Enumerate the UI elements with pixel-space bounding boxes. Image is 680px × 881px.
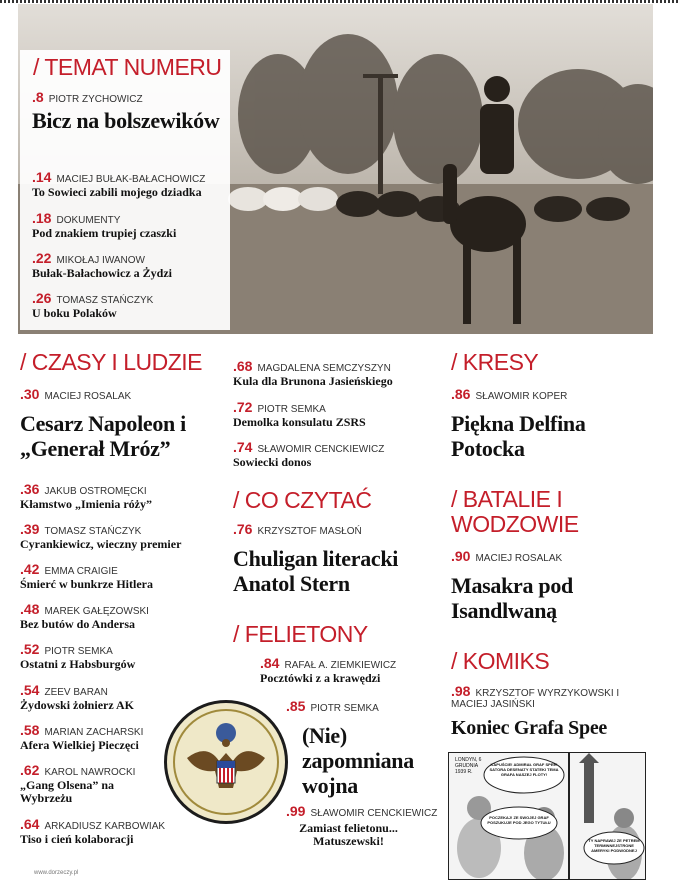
page-number: .52: [20, 641, 40, 657]
author: PIOTR SEMKA: [44, 646, 113, 657]
author: SŁAWOMIR CENCKIEWICZ: [310, 808, 438, 819]
toc-item[interactable]: [20, 388, 230, 461]
article-title: Bez butów do Andersa: [20, 617, 136, 631]
section-co-czytac: / CO CZYTAĆ: [233, 487, 372, 513]
page-number: .90: [451, 548, 471, 564]
toc-item[interactable]: [20, 643, 135, 671]
article-title: Żydowski żołnierz AK: [20, 698, 135, 712]
page-number: .64: [20, 816, 40, 832]
eagle-icon: [167, 703, 285, 821]
article-title: Pod znakiem trupiej czaszki: [32, 226, 177, 240]
page-number: .68: [233, 358, 253, 374]
article-title: Zamiast felietonu... Matuszewski!: [299, 821, 398, 848]
author: KAROL NAWROCKI: [44, 767, 136, 778]
page-number: .62: [20, 762, 40, 778]
section-czasy-i-ludzie: / CZASY I LUDZIE: [20, 349, 203, 375]
article-title: Sowiecki donos: [233, 455, 312, 469]
toc-item[interactable]: [32, 212, 176, 240]
toc-item[interactable]: [260, 657, 396, 685]
author: MARIAN ZACHARSKI: [44, 727, 144, 738]
author: KRZYSZTOF MASŁOŃ: [257, 526, 362, 537]
toc-item[interactable]: [20, 563, 153, 591]
toc-item[interactable]: [20, 684, 134, 712]
article-title: Chuligan literacki Anatol Stern: [233, 546, 399, 596]
section-temat-numeru: / TEMAT NUMERU: [33, 54, 222, 80]
author: TOMASZ STAŃCZYK: [56, 295, 154, 306]
page-number: .76: [233, 521, 253, 537]
toc-item[interactable]: [451, 388, 621, 461]
article-title: Cesarz Napoleon i „Generał Mróz”: [20, 411, 186, 461]
page-number: .54: [20, 682, 40, 698]
toc-item[interactable]: [32, 171, 205, 199]
article-title: Pocztówki z a krawędzi: [260, 671, 381, 685]
page-number: .26: [32, 290, 52, 306]
page-number: .58: [20, 722, 40, 738]
author: JAKUB OSTROMĘCKI: [44, 486, 147, 497]
author: MIKOŁAJ IWANOW: [56, 255, 145, 266]
article-title: Masakra pod Isandlwaną: [451, 573, 573, 623]
comic-caption: LONDYN, 6 GRUDNIA 1939 R.: [455, 757, 482, 775]
toc-item[interactable]: [20, 818, 165, 846]
author: MAGDALENA SEMCZYSZYN: [257, 363, 391, 374]
toc-item[interactable]: [32, 292, 153, 320]
page-number: .99: [286, 803, 306, 819]
comic-strip-image: [448, 752, 646, 880]
author: TOMASZ STAŃCZYK: [44, 526, 142, 537]
page-number: .72: [233, 399, 253, 415]
page-number: .39: [20, 521, 40, 537]
article-title: Śmierć w bunkrze Hitlera: [20, 577, 153, 591]
author: ARKADIUSZ KARBOWIAK: [44, 821, 166, 832]
toc-item[interactable]: [32, 252, 172, 280]
author: RAFAŁ A. ZIEMKIEWICZ: [284, 660, 397, 671]
page-number: .86: [451, 386, 471, 402]
article-title: Afera Wielkiej Pieczęci: [20, 738, 139, 752]
toc-item[interactable]: [233, 360, 393, 388]
toc-item[interactable]: [286, 805, 437, 848]
author: PIOTR SEMKA: [257, 404, 326, 415]
page-number: .8: [32, 89, 44, 105]
article-title: Ostatni z Habsburgów: [20, 657, 136, 671]
author: EMMA CRAIGIE: [44, 566, 118, 577]
toc-item[interactable]: [233, 401, 366, 429]
section-komiks: / KOMIKS: [451, 648, 550, 674]
toc-item[interactable]: [20, 483, 152, 511]
page-number: .98: [451, 683, 471, 699]
article-title: To Sowieci zabili mojego dziadka: [32, 185, 202, 199]
article-title: Koniec Grafa Spee: [451, 717, 607, 739]
page-number: .85: [286, 698, 306, 714]
page-number: .36: [20, 481, 40, 497]
toc-item[interactable]: [20, 724, 143, 752]
article-title: Cyrankiewicz, wieczny premier: [20, 537, 182, 551]
article-title: Kłamstwo „Imienia róży”: [20, 497, 152, 511]
toc-item[interactable]: [20, 603, 149, 631]
article-title: Bułak-Bałachowicz a Żydzi: [32, 266, 173, 280]
page-number: .84: [260, 655, 280, 671]
page-number: .74: [233, 439, 253, 455]
page-number: .22: [32, 250, 52, 266]
toc-item[interactable]: [451, 683, 631, 741]
author: KRZYSZTOF WYRZYKOWSKI I MACIEJ JASIŃSKI: [451, 688, 620, 710]
author: MACIEJ ROSALAK: [44, 391, 132, 402]
author: PIOTR SEMKA: [310, 703, 379, 714]
article-title: Tiso i cień kolaboracji: [20, 832, 134, 846]
toc-item[interactable]: [20, 523, 181, 551]
page-number: .48: [20, 601, 40, 617]
article-title: Bicz na bolszewików: [32, 108, 220, 133]
comic-speech-bubble: KAPUŚCIE! ADMIRAŁ GRAF SPEE! SATORA DESENATY STATEKI TEMA GRAFA NASZEJ FLOTY!: [489, 762, 559, 777]
article-title: (Nie) zapomniana wojna: [302, 723, 414, 798]
author: MAREK GAŁĘZOWSKI: [44, 606, 149, 617]
toc-item[interactable]: [20, 764, 135, 805]
article-title: Piękna Delfina Potocka: [451, 411, 586, 461]
page-number: .42: [20, 561, 40, 577]
toc-item[interactable]: [286, 700, 422, 798]
author: ZEEV BARAN: [44, 687, 108, 698]
page-number: .30: [20, 386, 40, 402]
author: MACIEJ BUŁAK-BAŁACHOWICZ: [56, 174, 206, 185]
toc-item[interactable]: [451, 550, 631, 623]
footer-url: www.dorzeczy.pl: [34, 870, 79, 876]
author: DOKUMENTY: [56, 215, 121, 226]
toc-item[interactable]: [233, 441, 384, 469]
top-dotted-rule: [0, 0, 680, 3]
page-number: .14: [32, 169, 52, 185]
toc-item[interactable]: [32, 91, 222, 133]
section-kresy: / KRESY: [451, 349, 539, 375]
section-felietony: / FELIETONY: [233, 621, 368, 647]
article-title: U boku Polaków: [32, 306, 117, 320]
author: MACIEJ ROSALAK: [475, 553, 563, 564]
author: SŁAWOMIR CENCKIEWICZ: [257, 444, 385, 455]
toc-item[interactable]: [233, 523, 433, 596]
comic-speech-bubble: TY NAPRAWIJ ZE PETREM TERMINNEJSTRONE AMERYKI PODWODNEJ: [588, 838, 640, 853]
page-number: .18: [32, 210, 52, 226]
article-title: Demolka konsulatu ZSRS: [233, 415, 366, 429]
comic-speech-bubble: POCZEKAJ! ZE SWOJEJ GRAF POSZUKUJE POD JEGO TYTUŁU: [487, 815, 551, 825]
author: SŁAWOMIR KOPER: [475, 391, 568, 402]
great-seal-image: [164, 700, 288, 824]
author: PIOTR ZYCHOWICZ: [48, 94, 143, 105]
article-title: Kula dla Brunona Jasieńskiego: [233, 374, 393, 388]
article-title: „Gang Olsena” na Wybrzeżu: [20, 778, 115, 805]
section-batalie-i-wodzowie: / BATALIE I WODZOWIE: [451, 486, 579, 537]
